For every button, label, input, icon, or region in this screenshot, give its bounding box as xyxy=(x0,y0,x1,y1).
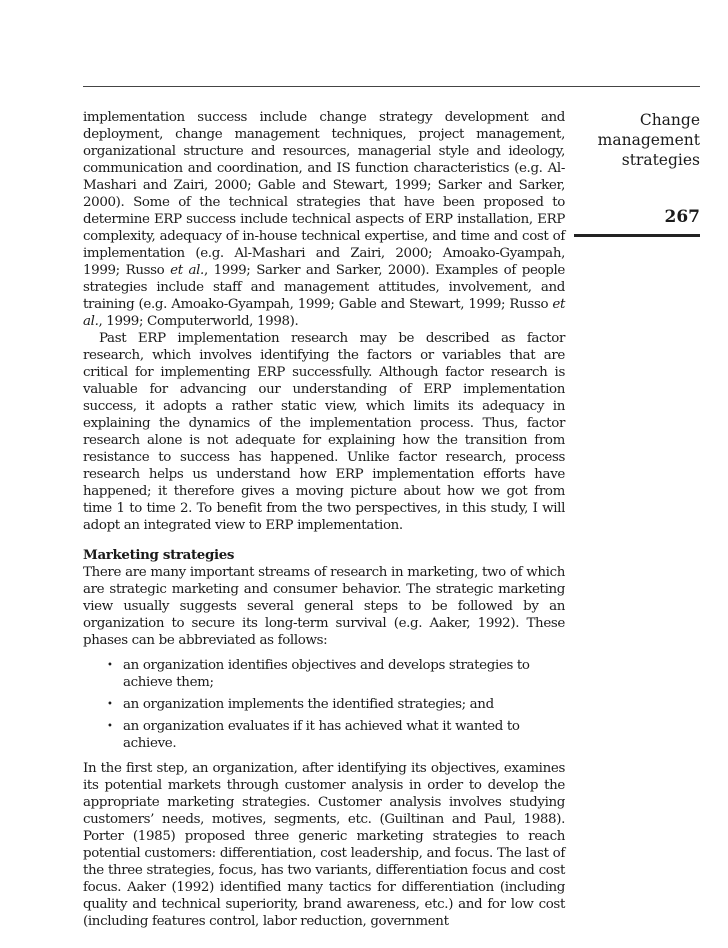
section-heading: Marketing strategies xyxy=(83,547,235,563)
paragraph: There are many important streams of research in marketing, two of which are strategic marketing and consumer behavior. The strategic marketing view usually suggests several general steps to be followed by an organization to secure its long-term survival (e.g. Aaker, 1992). These phases can be abbreviated as follows: xyxy=(83,565,565,648)
paragraph: implementation success include change strategy development and deployment, change management techniques, project management, organizational structure and resources, managerial style and ideology, communication and coordination, and IS function characteristics (e.g. Al-Mashari and Zairi, 2000; Gable and Stewart, 1999; Sarker and Sarker, 2000). Some of the technical strategies that have been proposed to determine ERP success include technical aspects of ERP installation, ERP complexity, adequacy of in-house technical expertise, and time and cost of implementation (e.g. Al-Mashari and Zairi, 2000; Amoako-Gyampah, 1999; Russo et al., 1999; Sarker and Sarker, 2000). Examples of people strategies include staff and management attitudes, involvement, and training (e.g. Amoako-Gyampah, 1999; Gable and Stewart, 1999; Russo et al., 1999; Computerworld, 1998). xyxy=(83,110,565,329)
paragraph: Past ERP implementation research may be described as factor research, which involves identifying the factors or variables that are critical for implementing ERP successfully. Although factor research is valuable for advancing our understanding of ERP implementation success, it adopts a rather static view, which limits its adequacy in explaining the dynamics of the implementation process. Thus, factor research alone is not adequate for explaining how the transition from resistance to success has happened. Unlike factor research, process research helps us understand how ERP implementation efforts have happened; it therefore gives a moving picture about how we got from time 1 to time 2. To benefit from the two perspectives, in this study, I will adopt an integrated view to ERP implementation. xyxy=(83,331,565,533)
page-number: 267 xyxy=(664,207,700,227)
body-text xyxy=(83,109,565,930)
list-item: • an organization implements the identified strategies; and xyxy=(123,696,565,713)
page-number-rule xyxy=(574,234,700,237)
paragraph: In the first step, an organization, after identifying its objectives, examines its potential markets through customer analysis in order to develop the appropriate marketing strategies. Customer analysis involves studying customers’ needs, motives, segments, etc. (Guiltinan and Paul, 1988). Porter (1985) proposed three generic marketing strategies to reach potential customers: differentiation, cost leadership, and focus. The last of the three strategies, focus, has two variants, differentiation focus and cost focus. Aaker (1992) identified many tactics for differentiation (including quality and technical superiority, brand awareness, etc.) and for low cost (including features control, labor reduction, government xyxy=(83,761,565,929)
header-rule xyxy=(83,86,700,87)
list-item: • an organization evaluates if it has achieved what it wanted to achieve. xyxy=(123,718,565,752)
running-head-title: Change management strategies xyxy=(597,111,700,169)
list-item: • an organization identifies objectives and develops strategies to achieve them; xyxy=(123,657,565,691)
bullet-list xyxy=(83,657,565,752)
